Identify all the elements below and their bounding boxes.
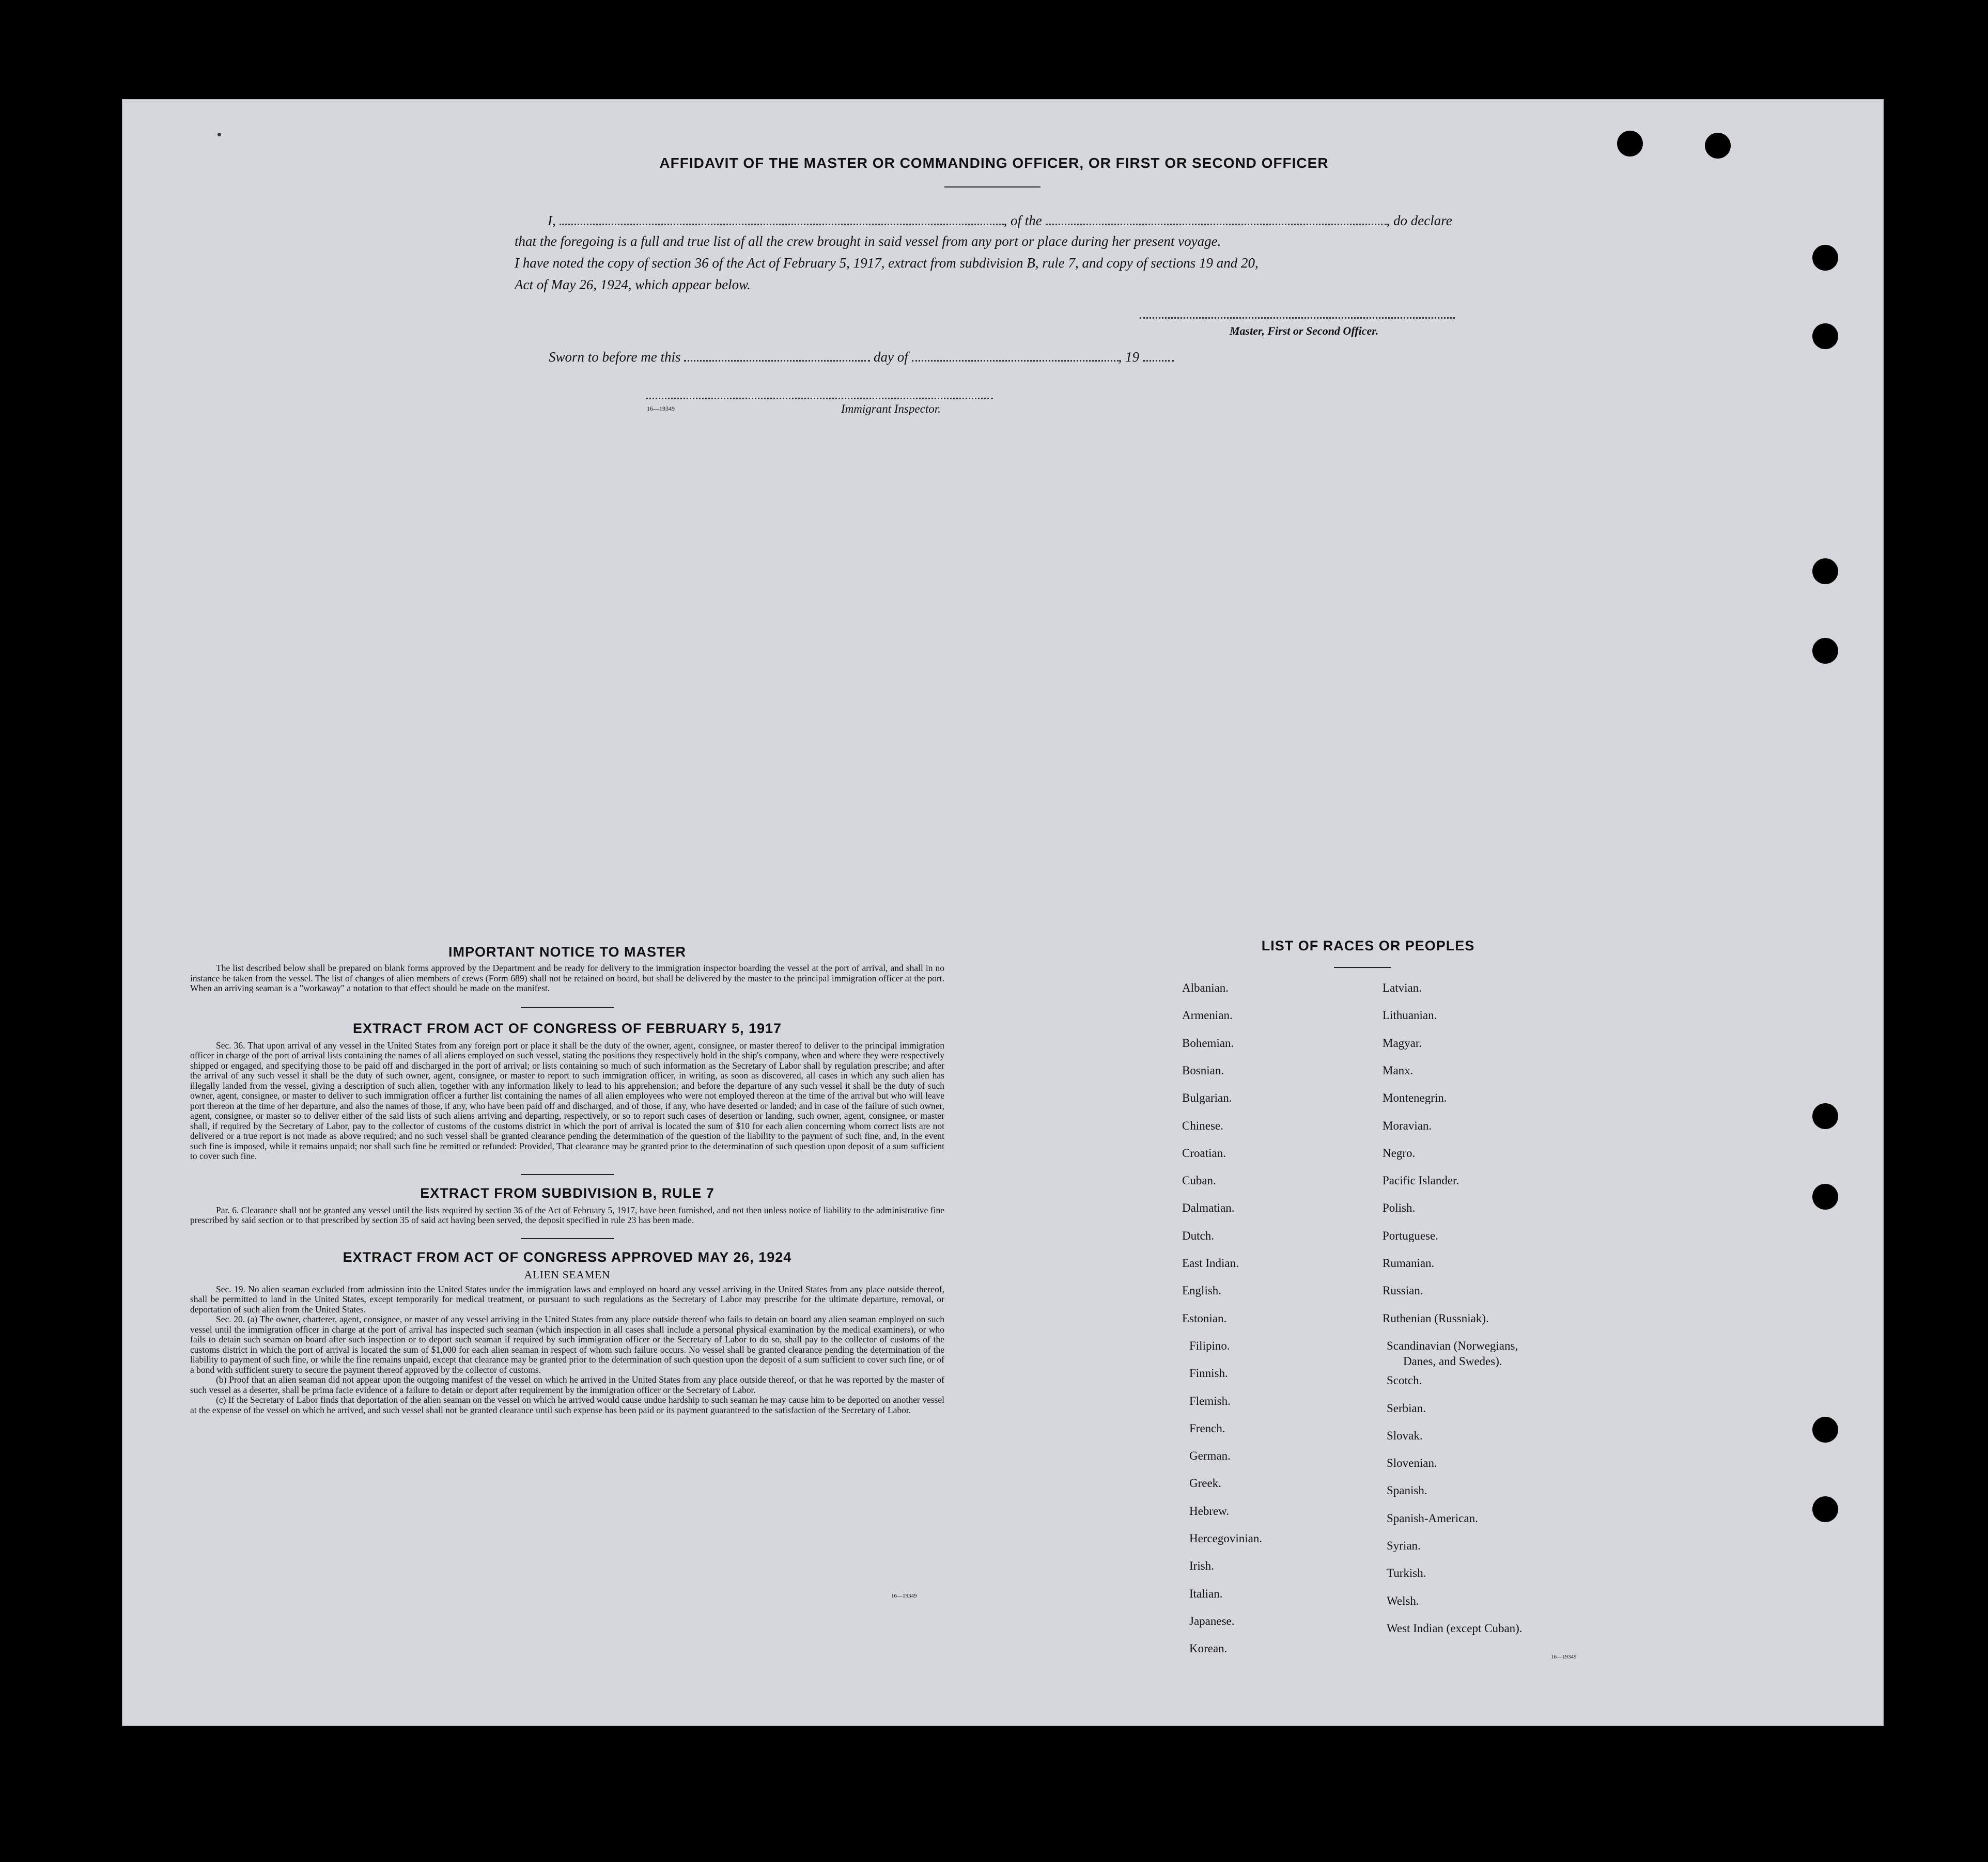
sec20a-body: Sec. 20. (a) The owner, charterer, agent, consignee, or master of any vessel arriving in the United States from any place outside thereof who fails to detain on board any alien seaman employed on such vessel until the immigration officer in charge at the port of arrival has inspected such seaman (which inspection in all cases shall include a personal physical examination by the medical examiners), or who fails to detain such seaman on board after such inspection or to deport such seaman if required by such immigration officer or the Secretary of Labor to do so, shall pay to the collector of customs of the customs district in which the port of arrival is located the sum of $1,000 for each alien seaman in respect of whom such failure occurs. No vessel shall be granted clearance pending the determination of the liability to payment of such fine, or while the fine remains unpaid, except that clearance may be granted prior to the determination of such question upon the deposit of a sum sufficient to cover such fine, or of a bond with sufficient surety to secure the payment thereof approved by the collector of customs.: [190, 1314, 944, 1375]
extract-1924-title: EXTRACT FROM ACT OF CONGRESS APPROVED MAY 26, 1924: [343, 1249, 792, 1265]
race-item: Albanian.: [1182, 981, 1229, 994]
race-item: East Indian.: [1182, 1257, 1239, 1270]
sec20c-body: (c) If the Secretary of Labor finds that deportation of the alien seaman on the vessel on which he arrived would cause undue hardship to such seaman he may cause him to be deported on another vessel at the expense of the vessel on which he arrived, and such vessel shall not be granted clearance until such expense has been paid or its payment guaranteed to the satisfaction of the Secretary of Labor.: [190, 1395, 944, 1415]
race-item: Bosnian.: [1182, 1064, 1224, 1077]
race-item: Armenian.: [1182, 1009, 1233, 1022]
form-code: 16—19349: [891, 1593, 917, 1599]
section-rule: [521, 1174, 614, 1175]
race-item: Polish.: [1383, 1201, 1416, 1214]
name-blank[interactable]: [560, 214, 1004, 225]
affidavit-i: I,: [548, 213, 556, 228]
race-item: Bohemian.: [1182, 1037, 1234, 1050]
race-item: Irish.: [1189, 1559, 1214, 1572]
race-item: French.: [1189, 1422, 1225, 1435]
race-item: Slovenian.: [1387, 1457, 1437, 1469]
signature-line[interactable]: [1140, 317, 1455, 319]
punch-hole: [1812, 638, 1838, 664]
inspector-label: Immigrant Inspector.: [841, 402, 941, 415]
race-item: Russian.: [1383, 1284, 1423, 1297]
vessel-blank[interactable]: [1046, 214, 1387, 225]
race-item: Serbian.: [1387, 1402, 1426, 1415]
extract-rule7-body: Par. 6. Clearance shall not be granted any vessel until the lists required by section 36 of the Act of February 5, 1917, have been furnished, and not then unless notice of liability to the administrative fine prescribed by said section or to that prescribed by section 35 of said act having been served, the deposit specified in rule 23 has been made.: [190, 1204, 944, 1225]
race-item: Korean.: [1189, 1642, 1228, 1655]
race-item: Bulgarian.: [1182, 1091, 1232, 1104]
year-prefix: , 19: [1118, 349, 1139, 365]
race-item: Scotch.: [1387, 1374, 1422, 1387]
affidavit-line-2: that the foregoing is a full and true list of all the crew brought in said vessel from any port or place during her present voyage.: [515, 233, 1221, 249]
punch-hole: [1812, 1184, 1838, 1210]
race-item: German.: [1189, 1449, 1231, 1462]
race-item: Estonian.: [1182, 1312, 1227, 1325]
race-item: Filipino.: [1189, 1339, 1230, 1352]
affidavit-do-declare: , do declare: [1386, 213, 1452, 228]
sec19-body: Sec. 19. No alien seaman excluded from admission into the United States under the immigration laws and employed on board any vessel arriving in the United States from any place outside thereof, shall be permitted to land in the United States, except temporarily for medical treatment, or pursuant to such regulations as the Secretary of Labor may prescribe for the ultimate departure, removal, or deportation of such alien from the United States.: [190, 1284, 944, 1315]
races-title: LIST OF RACES OR PEOPLES: [1261, 938, 1475, 953]
race-item: Spanish.: [1387, 1484, 1427, 1497]
race-item: Hercegovinian.: [1189, 1532, 1263, 1545]
notice-column: [190, 944, 944, 1415]
race-item: Pacific Islander.: [1383, 1174, 1459, 1187]
race-item: Danes, and Swedes).: [1403, 1355, 1502, 1368]
punch-hole: [1617, 131, 1643, 157]
race-item: Ruthenian (Russniak).: [1383, 1312, 1489, 1325]
race-item: Montenegrin.: [1383, 1091, 1447, 1104]
race-item: Greek.: [1189, 1477, 1221, 1490]
punch-hole: [1812, 323, 1838, 349]
signature-label: Master, First or Second Officer.: [1230, 324, 1379, 337]
affidavit-title: AFFIDAVIT OF THE MASTER OR COMMANDING OFFICER, OR FIRST OR SECOND OFFICER: [659, 155, 1329, 171]
alien-seamen-subtitle: ALIEN SEAMEN: [524, 1268, 611, 1281]
day-blank[interactable]: [684, 351, 870, 362]
affidavit-line-3: I have noted the copy of section 36 of the Act of February 5, 1917, extract from subdivision B, rule 7, and copy of sections 19 and 20,: [515, 255, 1259, 271]
sworn-line: [549, 349, 1174, 365]
affidavit-line-1: [548, 213, 1529, 229]
race-item: Dalmatian.: [1182, 1201, 1235, 1214]
punch-hole: [1812, 1496, 1838, 1522]
race-item: Slovak.: [1387, 1429, 1423, 1442]
race-item: Lithuanian.: [1383, 1009, 1437, 1022]
section-rule: [521, 1238, 614, 1239]
race-item: Spanish-American.: [1387, 1512, 1478, 1525]
inspector-signature-line[interactable]: [646, 398, 993, 399]
race-item: Finnish.: [1189, 1367, 1228, 1380]
race-item: Latvian.: [1383, 981, 1422, 994]
document-sheet: [122, 99, 1884, 1726]
race-item: Manx.: [1383, 1064, 1414, 1077]
race-item: Moravian.: [1383, 1119, 1432, 1132]
title-rule: [1334, 967, 1391, 968]
race-item: Italian.: [1189, 1587, 1223, 1600]
speck: [218, 133, 221, 136]
race-item: Magyar.: [1383, 1037, 1422, 1050]
day-of-text: day of: [874, 349, 908, 365]
form-code: 16—19349: [1551, 1654, 1577, 1660]
title-rule: [944, 186, 1040, 187]
race-item: Flemish.: [1189, 1395, 1231, 1407]
extract-1917-title: EXTRACT FROM ACT OF CONGRESS OF FEBRUARY 5, 1917: [352, 1020, 782, 1036]
race-item: Dutch.: [1182, 1229, 1214, 1242]
race-item: Rumanian.: [1383, 1257, 1435, 1270]
month-blank[interactable]: [912, 351, 1119, 362]
race-item: Chinese.: [1182, 1119, 1223, 1132]
punch-hole: [1812, 558, 1838, 584]
punch-hole: [1812, 1103, 1838, 1129]
section-rule: [521, 1007, 614, 1008]
race-item: Portuguese.: [1383, 1229, 1438, 1242]
race-item: Negro.: [1383, 1147, 1416, 1160]
extract-1917-body: Sec. 36. That upon arrival of any vessel in the United States from any foreign port or place it shall be the duty of the owner, agent, consignee, or master thereof to deliver to the principal immigration officer in charge of the port of arrival lists containing the names of all aliens employed on such vessel, stating the positions they respectively hold in the ship's company, when and where they were respectively shipped or engaged, and specifying those to be paid off and discharged in the port of arrival; or lists containing so much of such information as the Secretary of Labor shall by regulation prescribe; and after the arrival of any such vessel it shall be the duty of such owner, agent, consignee, or master to report to such immigration officer, in writing, as soon as discovered, all cases in which any such alien has illegally landed from the vessel, giving a description of such alien, together with any information likely to lead to his apprehension; and before the departure of any such vessel it shall be the duty of such owner, agent, consignee, or master to deliver to such immigration officer a further list containing the names of all alien employees who were not employed thereon at the time of the arrival but who will leave port thereon at the time of her departure, and also the names of those, if any, who have been paid off and discharged, and of those, if any, who have deserted or landed; and in case of the failure of such owner, agent, consignee, or master so to deliver either of the said lists of such aliens arriving and departing, respectively, or so to report such cases of desertion or landing, such owner, agent, consignee, or master shall, if required by the Secretary of Labor, pay to the collector of customs of the customs district in which the port of arrival is located the sum of $10 for each alien concerning whom correct lists are not delivered or a true report is not made as above required; and no such vessel shall be granted clearance pending the determination of the question of the liability to the payment of such fine, and, in the event such fine is imposed, while it remains unpaid; nor shall such fine be remitted or refunded: Provided, That clearance may be granted prior to the determination of such question upon deposit of a sum sufficient to cover such fine.: [190, 1040, 944, 1161]
notice-body: The list described below shall be prepared on blank forms approved by the Department and be ready for delivery to the immigration inspector boarding the vessel at the port of arrival, and shall in no instance be taken from the vessel. The list of changes of alien members of crews (Form 689) shall not be retained on board, but shall be delivered by the master to the principal immigration officer at the port. When an arriving seaman is a "workaway" a notation to that effect should be made on the manifest.: [190, 963, 944, 993]
affidavit-line-4: Act of May 26, 1924, which appear below.: [515, 277, 751, 292]
notice-title: IMPORTANT NOTICE TO MASTER: [448, 944, 686, 960]
sec20b-body: (b) Proof that an alien seaman did not appear upon the outgoing manifest of the vessel on which he arrived in the United States from any place outside thereof, or that he was reported by the master of such vessel as a deserter, shall be prima facie evidence of a failure to detain or deport after requirement by the immigration officer or the Secretary of Labor.: [190, 1374, 944, 1395]
race-item: Cuban.: [1182, 1174, 1216, 1187]
race-item: West Indian (except Cuban).: [1387, 1622, 1523, 1635]
form-code: 16—19349: [647, 405, 675, 412]
race-item: Welsh.: [1387, 1594, 1419, 1607]
race-item: Croatian.: [1182, 1147, 1226, 1160]
race-item: Syrian.: [1387, 1539, 1421, 1552]
race-item: Japanese.: [1189, 1615, 1235, 1628]
sworn-text: Sworn to before me this: [549, 349, 681, 365]
punch-hole: [1812, 245, 1838, 271]
race-item: Hebrew.: [1189, 1505, 1230, 1517]
extract-rule7-title: EXTRACT FROM SUBDIVISION B, RULE 7: [420, 1185, 715, 1201]
year-blank[interactable]: [1143, 351, 1174, 362]
race-item: English.: [1182, 1284, 1222, 1297]
affidavit-of-the: , of the: [1003, 213, 1042, 228]
punch-hole: [1812, 1417, 1838, 1443]
race-item: Scandinavian (Norwegians,: [1387, 1339, 1518, 1352]
race-item: Turkish.: [1387, 1567, 1426, 1579]
